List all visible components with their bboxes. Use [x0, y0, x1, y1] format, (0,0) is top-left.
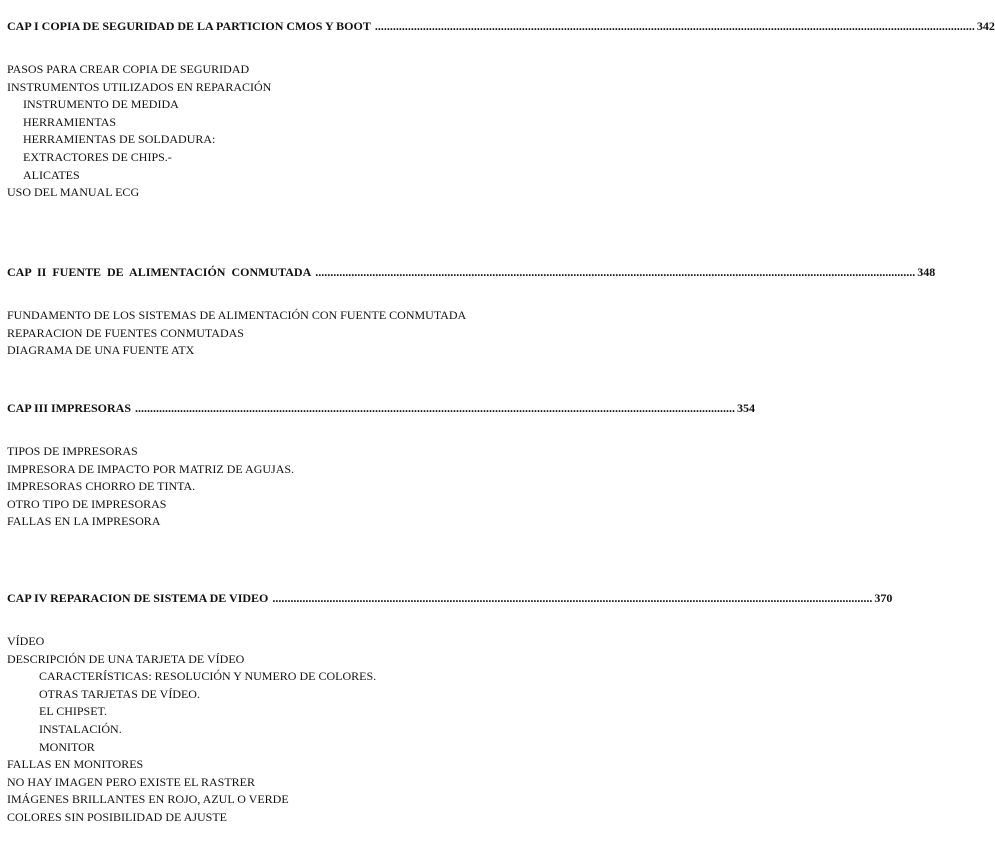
toc-entry: INSTRUMENTOS UTILIZADOS EN REPARACIÓN: [7, 79, 272, 94]
chapter-items: [0, 61, 600, 202]
chapter-page-number: 354: [737, 401, 756, 415]
toc-entry: COLORES SIN POSIBILIDAD DE AJUSTE: [7, 809, 228, 824]
toc-entry: USO DEL MANUAL ECG: [7, 185, 140, 200]
toc-subentry: EXTRACTORES DE CHIPS.-: [23, 149, 172, 164]
toc-entry: FUNDAMENTO DE LOS SISTEMAS DE ALIMENTACIÓN CON FUENTE CONMUTADA: [7, 308, 467, 322]
toc-subentry: EL CHIPSET.: [39, 704, 107, 719]
chapter-heading: [0, 400, 756, 416]
chapter-title: CAP II FUENTE DE ALIMENTACIÓN CONMUTADA: [7, 265, 312, 279]
toc-subentry: INSTRUMENTO DE MEDIDA: [23, 97, 179, 112]
toc-entry: FALLAS EN LA IMPRESORA: [7, 514, 161, 529]
dot-leader: ........................................................................................................................................................................................................: [272, 591, 873, 605]
chapter-heading: [0, 264, 936, 280]
toc-entry: DESCRIPCIÓN DE UNA TARJETA DE VÍDEO: [7, 651, 245, 666]
toc-subentry: CARACTERÍSTICAS: RESOLUCIÓN Y NUMERO DE COLORES.: [39, 669, 377, 684]
chapter-title: CAP IV REPARACION DE SISTEMA DE VIDEO: [7, 591, 269, 605]
chapter-page-number: 370: [874, 591, 893, 605]
toc-entry: PASOS PARA CREAR COPIA DE SEGURIDAD: [7, 62, 250, 76]
chapter-page-number: 342: [976, 19, 995, 33]
toc-subentry: INSTALACIÓN.: [39, 721, 122, 736]
toc-entry: NO HAY IMAGEN PERO EXISTE EL RASTRER: [7, 774, 256, 789]
toc-subentry: MONITOR: [39, 739, 95, 754]
chapter-heading: [0, 18, 995, 34]
dot-leader: ........................................................................................................................................................................................................: [315, 265, 916, 279]
toc-entry: VÍDEO: [7, 634, 45, 648]
toc-entry: REPARACION DE FUENTES CONMUTADAS: [7, 325, 244, 340]
toc-entry: TIPOS DE IMPRESORAS: [7, 444, 138, 458]
toc-entry: IMPRESORA DE IMPACTO POR MATRIZ DE AGUJAS.: [7, 461, 295, 476]
toc-subentry: OTRAS TARJETAS DE VÍDEO.: [39, 686, 200, 701]
chapter-items: [0, 443, 600, 531]
chapter-3: [0, 400, 756, 531]
toc-entry: FALLAS EN MONITORES: [7, 757, 144, 772]
toc-entry: IMÁGENES BRILLANTES EN ROJO, AZUL O VERDE: [7, 792, 289, 807]
chapter-4: [0, 590, 893, 827]
toc-subentry: ALICATES: [23, 167, 80, 182]
chapter-title: CAP III IMPRESORAS: [7, 401, 132, 415]
toc-subentry: HERRAMIENTAS DE SOLDADURA:: [23, 132, 216, 147]
chapter-heading: [0, 590, 893, 606]
toc-entry: OTRO TIPO DE IMPRESORAS: [7, 496, 167, 511]
toc-subentry: HERRAMIENTAS: [23, 114, 117, 129]
chapter-title: CAP I COPIA DE SEGURIDAD DE LA PARTICION CMOS Y BOOT: [7, 19, 371, 33]
chapter-items: [0, 307, 600, 360]
toc-entry: IMPRESORAS CHORRO DE TINTA.: [7, 479, 196, 494]
dot-leader: ........................................................................................................................................................................................................: [135, 401, 736, 415]
dot-leader: ........................................................................................................................................................................................................: [374, 19, 975, 33]
toc-entry: DIAGRAMA DE UNA FUENTE ATX: [7, 343, 195, 358]
chapter-page-number: 348: [917, 265, 936, 279]
chapter-2: [0, 264, 936, 360]
chapter-items: [0, 633, 600, 827]
chapter-1: [0, 18, 995, 202]
